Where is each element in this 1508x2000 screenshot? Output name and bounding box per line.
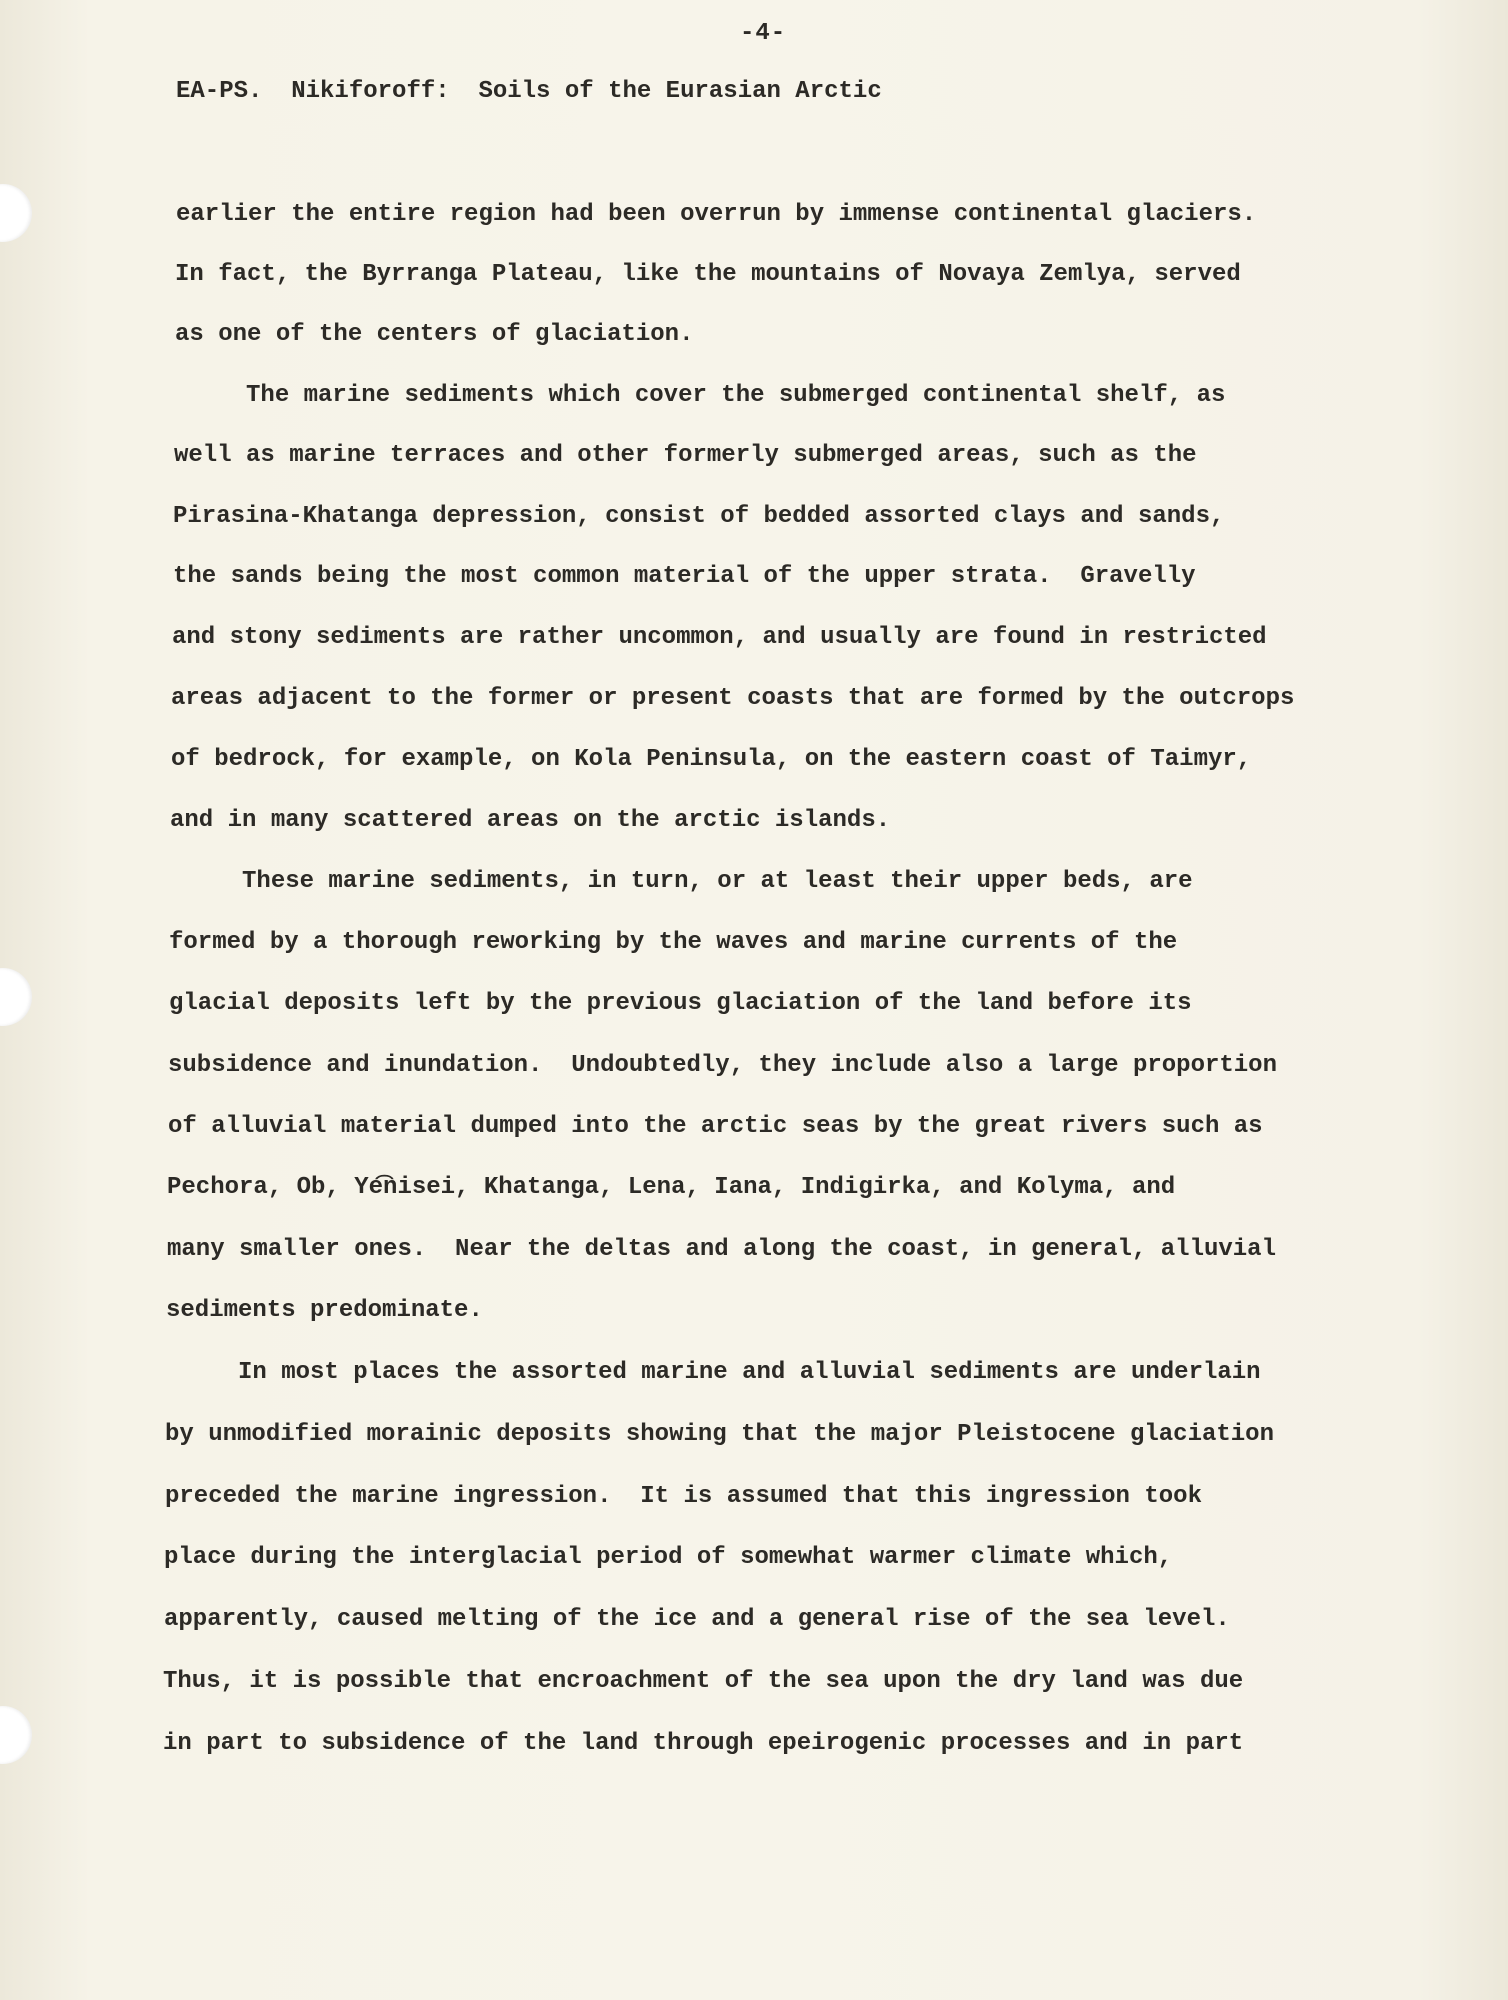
text-line: the sands being the most common material of the upper strata. Gravelly bbox=[173, 563, 1196, 590]
text-line: In most places the assorted marine and alluvial sediments are underlain bbox=[166, 1359, 1261, 1386]
text-line: of bedrock, for example, on Kola Peninsula, on the eastern coast of Taimyr, bbox=[171, 746, 1252, 773]
text-line: well as marine terraces and other formerly submerged areas, such as the bbox=[174, 442, 1197, 469]
text-line: sediments predominate. bbox=[166, 1297, 483, 1324]
text-line: glacial deposits left by the previous glaciation of the land before its bbox=[169, 990, 1192, 1017]
text-line: formed by a thorough reworking by the waves and marine currents of the bbox=[169, 929, 1178, 956]
page-number: -4- bbox=[740, 20, 787, 47]
text-line: preceded the marine ingression. It is assumed that this ingression took bbox=[165, 1483, 1202, 1510]
text-line: in part to subsidence of the land through epeirogenic processes and in part bbox=[163, 1730, 1244, 1757]
text-line: place during the interglacial period of somewhat warmer climate which, bbox=[164, 1544, 1173, 1571]
text-line: areas adjacent to the former or present coasts that are formed by the outcrops bbox=[171, 685, 1295, 712]
text-line: Pechora, Ob, Ye͡nisei, Khatanga, Lena, Iana, Indigirka, and Kolyma, and bbox=[167, 1174, 1176, 1201]
text-line: earlier the entire region had been overrun by immense continental glaciers. bbox=[176, 201, 1257, 228]
text-line: subsidence and inundation. Undoubtedly, they include also a large proportion bbox=[168, 1052, 1277, 1079]
text-line: of alluvial material dumped into the arctic seas by the great rivers such as bbox=[168, 1113, 1263, 1140]
text-line: Thus, it is possible that encroachment of the sea upon the dry land was due bbox=[163, 1668, 1244, 1695]
text-line: apparently, caused melting of the ice and a general rise of the sea level. bbox=[164, 1606, 1230, 1633]
text-line: and in many scattered areas on the arctic islands. bbox=[170, 807, 891, 834]
text-line: by unmodified morainic deposits showing that the major Pleistocene glaciation bbox=[165, 1421, 1274, 1448]
text-line: and stony sediments are rather uncommon, and usually are found in restricted bbox=[172, 624, 1267, 651]
running-header: EA-PS. Nikiforoff: Soils of the Eurasian Arctic bbox=[176, 78, 882, 105]
text-line: many smaller ones. Near the deltas and along the coast, in general, alluvial bbox=[167, 1236, 1276, 1263]
punch-hole bbox=[0, 184, 32, 242]
text-line: as one of the centers of glaciation. bbox=[175, 321, 694, 348]
punch-hole bbox=[0, 968, 32, 1026]
text-line: Pirasina-Khatanga depression, consist of bedded assorted clays and sands, bbox=[173, 503, 1225, 530]
text-line: In fact, the Byrranga Plateau, like the mountains of Novaya Zemlya, served bbox=[175, 261, 1241, 288]
punch-hole bbox=[0, 1706, 32, 1764]
text-line: The marine sediments which cover the submerged continental shelf, as bbox=[174, 382, 1226, 409]
text-line: These marine sediments, in turn, or at least their upper beds, are bbox=[170, 868, 1193, 895]
